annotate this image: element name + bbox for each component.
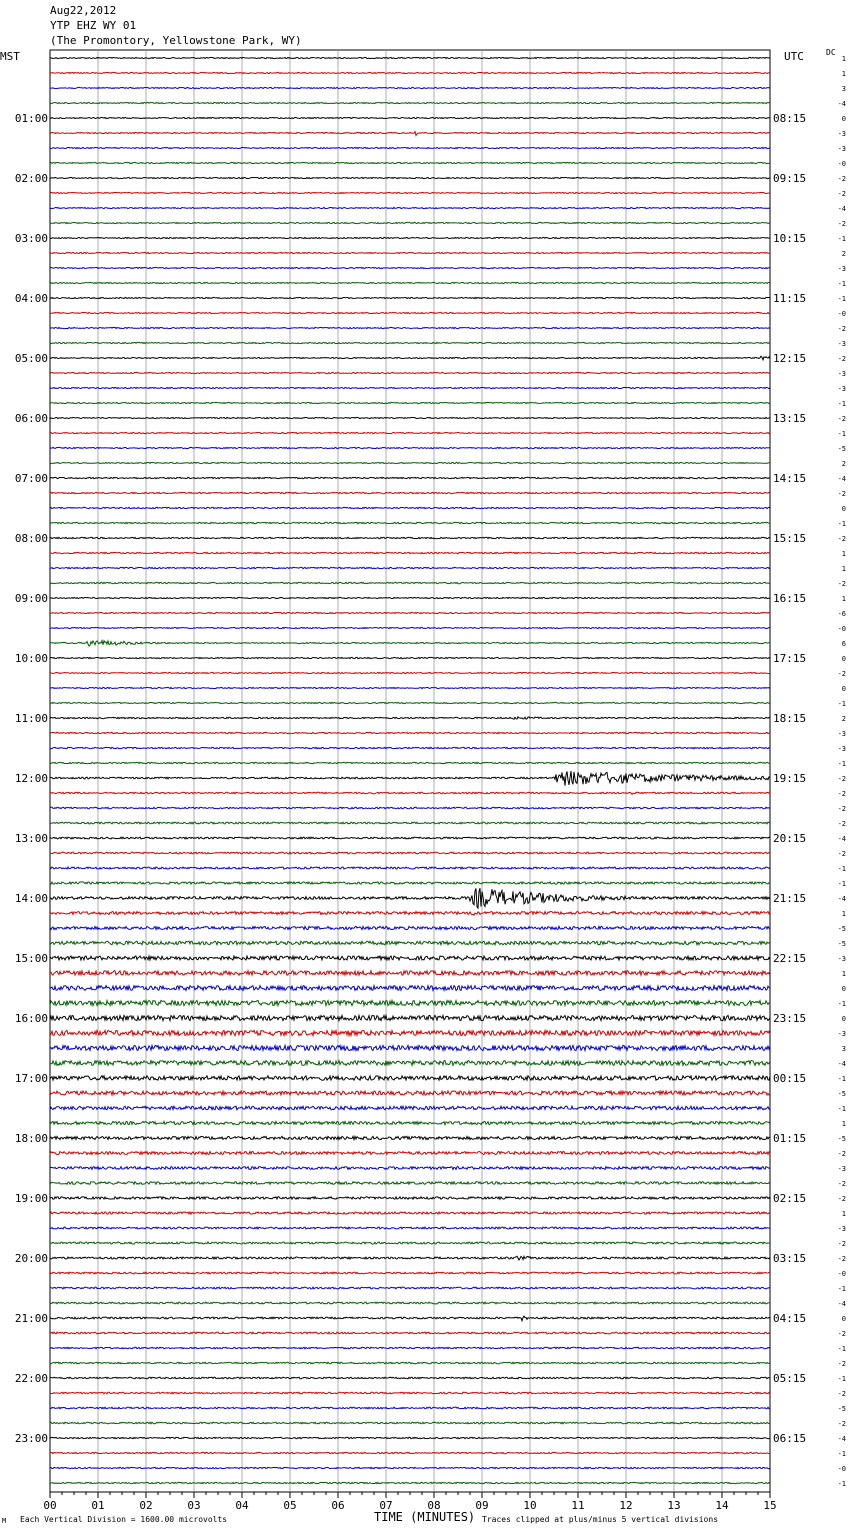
left-hour-label: 21:00 <box>14 1312 48 1325</box>
seismogram-trace <box>50 1121 770 1124</box>
dc-offset-label: -4 <box>837 1435 846 1443</box>
dc-offset-label: 0 <box>841 655 846 663</box>
right-hour-label: 12:15 <box>773 352 807 365</box>
footer-scale-note: Each Vertical Division = 1600.00 microvolts <box>20 1515 228 1524</box>
right-timezone-label: UTC <box>784 50 804 63</box>
seismogram-trace <box>50 807 770 809</box>
dc-offset-label: -3 <box>837 265 846 273</box>
x-tick-label: 10 <box>523 1499 537 1512</box>
dc-offset-label: -1 <box>837 295 846 303</box>
seismogram-trace <box>50 132 770 136</box>
dc-offset-label: -2 <box>837 220 846 228</box>
x-tick-label: 03 <box>187 1499 201 1512</box>
x-tick-label: 07 <box>379 1499 393 1512</box>
seismogram-trace <box>50 1000 770 1005</box>
dc-offset-label: -1 <box>837 880 846 888</box>
grid <box>50 50 770 1492</box>
seismogram-trace <box>50 462 770 463</box>
seismogram-trace <box>50 672 770 673</box>
seismogram-trace <box>50 1316 770 1321</box>
dc-offset-label: -3 <box>837 1225 846 1233</box>
dc-offset-label: -0 <box>837 1270 846 1278</box>
seismogram-trace <box>50 1332 770 1334</box>
dc-offset-label: -4 <box>837 895 846 903</box>
dc-offset-label: -2 <box>837 1150 846 1158</box>
right-hour-label: 09:15 <box>773 172 807 185</box>
dc-offset-label: -3 <box>837 745 846 753</box>
left-hour-label: 05:00 <box>14 352 48 365</box>
x-tick-label: 06 <box>331 1499 345 1512</box>
dc-offset-label: -1 <box>837 1075 846 1083</box>
seismogram-trace <box>50 1227 770 1229</box>
dc-offset-labels <box>838 55 846 1488</box>
seismogram-trace <box>50 926 770 929</box>
left-hour-label: 07:00 <box>14 472 48 485</box>
seismogram-trace <box>50 372 770 373</box>
dc-offset-label: -1 <box>837 520 846 528</box>
dc-offset-label: 1 <box>841 55 846 63</box>
dc-offset-label: -2 <box>837 355 846 363</box>
dc-offset-label: -5 <box>837 925 846 933</box>
seismogram-trace <box>50 912 770 916</box>
seismogram-trace <box>50 1287 770 1289</box>
seismogram-trace <box>50 567 770 568</box>
seismogram-trace <box>50 717 770 719</box>
left-hour-label: 09:00 <box>14 592 48 605</box>
seismogram-trace <box>50 1362 770 1364</box>
right-hour-label: 18:15 <box>773 712 807 725</box>
seismogram-trace <box>50 657 770 658</box>
seismogram-trace <box>50 177 770 178</box>
dc-offset-label: -2 <box>837 1180 846 1188</box>
seismogram-trace <box>50 1347 770 1349</box>
seismogram-trace <box>50 1242 770 1244</box>
seismogram-trace <box>50 507 770 508</box>
seismogram-trace <box>50 537 770 538</box>
dc-offset-label: 1 <box>841 910 846 918</box>
seismogram-trace <box>50 792 770 794</box>
left-hour-label: 14:00 <box>14 892 48 905</box>
seismogram-trace <box>50 1091 770 1095</box>
dc-offset-label: -1 <box>837 280 846 288</box>
dc-offset-label: -5 <box>837 940 846 948</box>
seismogram-trace <box>50 192 770 193</box>
seismogram-trace <box>50 117 770 118</box>
dc-offset-label: -1 <box>837 700 846 708</box>
dc-offset-label: -4 <box>837 1060 846 1068</box>
left-hour-label: 11:00 <box>14 712 48 725</box>
seismogram-trace <box>50 1437 770 1438</box>
traces <box>50 57 770 1483</box>
dc-offset-label: 3 <box>841 85 846 93</box>
dc-offset-label: -1 <box>837 1105 846 1113</box>
dc-offset-label: -1 <box>837 1450 846 1458</box>
dc-offset-label: -2 <box>837 1330 846 1338</box>
dc-offset-label: 1 <box>841 1120 846 1128</box>
left-hour-label: 19:00 <box>14 1192 48 1205</box>
dc-offset-label: 1 <box>841 595 846 603</box>
dc-offset-label: -2 <box>837 850 846 858</box>
seismogram-trace <box>50 1302 770 1304</box>
right-hour-label: 03:15 <box>773 1252 807 1265</box>
dc-offset-label: -3 <box>837 1030 846 1038</box>
dc-offset-label: 0 <box>841 1315 846 1323</box>
seismogram-trace <box>50 297 770 298</box>
dc-offset-label: 2 <box>841 460 846 468</box>
dc-offset-label: 0 <box>841 985 846 993</box>
corner-mark: M <box>2 1517 7 1525</box>
left-hour-label: 22:00 <box>14 1372 48 1385</box>
dc-offset-label: 3 <box>841 1045 846 1053</box>
x-tick-label: 09 <box>475 1499 489 1512</box>
dc-offset-label: -2 <box>837 1255 846 1263</box>
right-hour-label: 15:15 <box>773 532 807 545</box>
dc-offset-label: -2 <box>837 1360 846 1368</box>
dc-offset-label: -0 <box>837 160 846 168</box>
left-hour-label: 20:00 <box>14 1252 48 1265</box>
dc-offset-label: -0 <box>837 1465 846 1473</box>
seismogram-trace <box>50 956 770 960</box>
dc-offset-label: -3 <box>837 370 846 378</box>
dc-offset-label: -2 <box>837 415 846 423</box>
left-hour-label: 01:00 <box>14 112 48 125</box>
dc-offset-label: 1 <box>841 70 846 78</box>
dc-offset-label: 0 <box>841 115 846 123</box>
seismogram-trace <box>50 852 770 854</box>
left-hour-label: 06:00 <box>14 412 48 425</box>
seismogram-trace <box>50 1197 770 1199</box>
seismogram-trace <box>50 356 770 360</box>
seismogram-trace <box>50 1212 770 1214</box>
x-tick-label: 12 <box>619 1499 633 1512</box>
dc-offset-label: 6 <box>841 640 846 648</box>
seismogram-trace <box>50 1136 770 1139</box>
dc-offset-label: -3 <box>837 730 846 738</box>
seismogram-trace <box>50 732 770 733</box>
dc-offset-label: -1 <box>837 760 846 768</box>
left-hour-label: 02:00 <box>14 172 48 185</box>
dc-offset-label: -4 <box>837 475 846 483</box>
dc-offset-label: 0 <box>841 505 846 513</box>
seismogram-trace <box>50 222 770 223</box>
seismogram-trace <box>50 1392 770 1394</box>
dc-offset-label: 2 <box>841 715 846 723</box>
x-axis <box>43 1492 776 1512</box>
seismogram-trace <box>50 1407 770 1409</box>
right-hour-label: 19:15 <box>773 772 807 785</box>
dc-offset-label: -2 <box>837 490 846 498</box>
seismogram-trace <box>50 1482 770 1483</box>
dc-offset-label: -5 <box>837 445 846 453</box>
seismogram-trace <box>50 1076 770 1080</box>
right-hour-label: 17:15 <box>773 652 807 665</box>
left-hour-label: 10:00 <box>14 652 48 665</box>
dc-offset-label: -1 <box>837 1000 846 1008</box>
seismogram-trace <box>50 207 770 208</box>
left-hour-label: 16:00 <box>14 1012 48 1025</box>
dc-offset-label: -2 <box>837 190 846 198</box>
dc-offset-label: -3 <box>837 1165 846 1173</box>
dc-offset-label: 0 <box>841 1015 846 1023</box>
seismogram-trace <box>50 582 770 583</box>
right-hour-label: 02:15 <box>773 1192 807 1205</box>
right-hour-label: 04:15 <box>773 1312 807 1325</box>
x-tick-label: 02 <box>139 1499 153 1512</box>
seismogram-trace <box>50 986 770 991</box>
header-date: Aug22,2012 <box>50 4 117 17</box>
dc-offset-label: -1 <box>837 1480 846 1488</box>
x-tick-label: 13 <box>667 1499 681 1512</box>
seismogram-trace <box>50 771 770 786</box>
dc-offset-label: -2 <box>837 325 846 333</box>
footer-clip-note: Traces clipped at plus/minus 5 vertical divisions <box>482 1515 719 1524</box>
seismogram-trace <box>50 1272 770 1274</box>
seismogram-trace <box>50 1182 770 1185</box>
x-tick-label: 14 <box>715 1499 729 1512</box>
right-hour-label: 08:15 <box>773 112 807 125</box>
dc-offset-label: 2 <box>841 250 846 258</box>
left-hour-label: 23:00 <box>14 1432 48 1445</box>
dc-offset-label: -2 <box>837 1240 846 1248</box>
seismogram-trace <box>50 87 770 88</box>
right-hour-label: 06:15 <box>773 1432 807 1445</box>
seismogram-trace <box>50 1015 770 1020</box>
seismogram-trace <box>50 147 770 148</box>
seismogram-trace <box>50 888 770 908</box>
seismogram-trace <box>50 641 770 646</box>
seismogram-trace <box>50 417 770 418</box>
seismogram-trace <box>50 522 770 523</box>
right-hour-label: 23:15 <box>773 1012 807 1025</box>
dc-offset-label: -1 <box>837 1345 846 1353</box>
dc-offset-label: -2 <box>837 535 846 543</box>
seismogram-trace <box>50 237 770 238</box>
right-hour-label: 14:15 <box>773 472 807 485</box>
left-hour-label: 15:00 <box>14 952 48 965</box>
dc-offset-label: -4 <box>837 205 846 213</box>
right-hour-label: 01:15 <box>773 1132 807 1145</box>
seismogram-trace <box>50 1045 770 1050</box>
seismogram-trace <box>50 971 770 975</box>
x-tick-label: 05 <box>283 1499 297 1512</box>
right-hour-label: 21:15 <box>773 892 807 905</box>
dc-offset-label: -3 <box>837 955 846 963</box>
dc-offset-label: -3 <box>837 385 846 393</box>
seismogram-trace <box>50 747 770 748</box>
seismogram-trace <box>50 72 770 73</box>
x-tick-label: 11 <box>571 1499 585 1512</box>
seismogram-trace <box>50 1030 770 1035</box>
right-hour-label: 22:15 <box>773 952 807 965</box>
header-location: (The Promontory, Yellowstone Park, WY) <box>50 34 302 47</box>
dc-offset-label: -3 <box>837 145 846 153</box>
left-timezone-label: MST <box>0 50 20 63</box>
seismogram-trace <box>50 477 770 478</box>
dc-offset-label: -4 <box>837 1300 846 1308</box>
x-tick-label: 08 <box>427 1499 441 1512</box>
left-hour-label: 17:00 <box>14 1072 48 1085</box>
dc-offset-label: -1 <box>837 235 846 243</box>
seismogram-trace <box>50 762 770 763</box>
seismogram-trace <box>50 102 770 103</box>
dc-offset-label: -1 <box>837 1285 846 1293</box>
seismogram-trace <box>50 867 770 869</box>
seismogram-trace <box>50 327 770 328</box>
dc-offset-label: -2 <box>837 820 846 828</box>
dc-offset-label: -1 <box>837 430 846 438</box>
dc-label: DC <box>826 48 836 57</box>
seismogram-trace <box>50 1422 770 1424</box>
seismogram-trace <box>50 1167 770 1170</box>
seismogram-trace <box>50 1061 770 1066</box>
dc-offset-label: -1 <box>837 865 846 873</box>
seismogram-trace <box>50 402 770 403</box>
right-hour-label: 05:15 <box>773 1372 807 1385</box>
right-hour-label: 20:15 <box>773 832 807 845</box>
seismogram-trace <box>50 552 770 553</box>
dc-offset-label: -2 <box>837 580 846 588</box>
seismogram-trace <box>50 687 770 688</box>
dc-offset-label: -4 <box>837 100 846 108</box>
right-hour-label: 16:15 <box>773 592 807 605</box>
dc-offset-label: -5 <box>837 1405 846 1413</box>
seismogram-trace <box>50 882 770 884</box>
seismogram-trace <box>50 597 770 598</box>
seismogram-trace <box>50 1152 770 1155</box>
dc-offset-label: 1 <box>841 550 846 558</box>
header-station: YTP EHZ WY 01 <box>50 19 137 32</box>
dc-offset-label: -5 <box>837 1135 846 1143</box>
plot-frame <box>50 50 770 1492</box>
seismogram-trace <box>50 1377 770 1379</box>
dc-offset-label: -0 <box>837 310 846 318</box>
seismogram-trace <box>50 312 770 313</box>
dc-offset-label: -6 <box>837 610 846 618</box>
left-hour-label: 18:00 <box>14 1132 48 1145</box>
x-tick-label: 01 <box>91 1499 105 1512</box>
dc-offset-label: -2 <box>837 1195 846 1203</box>
right-hour-label: 10:15 <box>773 232 807 245</box>
seismogram-trace <box>50 342 770 343</box>
right-hour-label: 13:15 <box>773 412 807 425</box>
dc-offset-label: -0 <box>837 625 846 633</box>
dc-offset-label: -1 <box>837 400 846 408</box>
dc-offset-label: -3 <box>837 340 846 348</box>
seismogram-trace <box>50 387 770 388</box>
left-hour-label: 04:00 <box>14 292 48 305</box>
x-tick-label: 15 <box>763 1499 777 1512</box>
seismogram-trace <box>50 252 770 253</box>
dc-offset-label: 1 <box>841 565 846 573</box>
dc-offset-label: -2 <box>837 670 846 678</box>
dc-offset-label: -2 <box>837 775 846 783</box>
seismogram-trace <box>50 1467 770 1468</box>
seismogram-trace <box>50 57 770 58</box>
dc-offset-label: 1 <box>841 970 846 978</box>
dc-offset-label: -2 <box>837 1390 846 1398</box>
x-tick-label: 04 <box>235 1499 249 1512</box>
seismogram-trace <box>50 1452 770 1453</box>
right-hour-label: 11:15 <box>773 292 807 305</box>
x-tick-label: 00 <box>43 1499 57 1512</box>
dc-offset-label: -3 <box>837 130 846 138</box>
left-hour-label: 03:00 <box>14 232 48 245</box>
dc-offset-label: -2 <box>837 790 846 798</box>
seismogram-trace <box>50 702 770 703</box>
seismogram-trace <box>50 282 770 283</box>
seismogram-trace <box>50 627 770 628</box>
seismogram-trace <box>50 432 770 433</box>
seismogram-trace <box>50 837 770 839</box>
dc-offset-label: -1 <box>837 1375 846 1383</box>
dc-offset-label: 0 <box>841 685 846 693</box>
seismogram-trace <box>50 822 770 824</box>
left-hour-label: 08:00 <box>14 532 48 545</box>
x-axis-label: TIME (MINUTES) <box>374 1510 476 1524</box>
seismogram-trace <box>50 267 770 268</box>
seismogram-trace <box>50 1256 770 1260</box>
left-hour-label: 13:00 <box>14 832 48 845</box>
dc-offset-label: -2 <box>837 175 846 183</box>
dc-offset-label: -2 <box>837 805 846 813</box>
right-hour-label: 00:15 <box>773 1072 807 1085</box>
seismogram-trace <box>50 162 770 163</box>
left-hour-label: 12:00 <box>14 772 48 785</box>
seismogram-trace <box>50 612 770 613</box>
seismogram-trace <box>50 1106 770 1110</box>
dc-offset-label: -4 <box>837 835 846 843</box>
dc-offset-label: -5 <box>837 1090 846 1098</box>
seismogram-trace <box>50 492 770 493</box>
seismogram-trace <box>50 941 770 945</box>
seismogram-trace <box>50 447 770 448</box>
dc-offset-label: 1 <box>841 1210 846 1218</box>
dc-offset-label: -2 <box>837 1420 846 1428</box>
